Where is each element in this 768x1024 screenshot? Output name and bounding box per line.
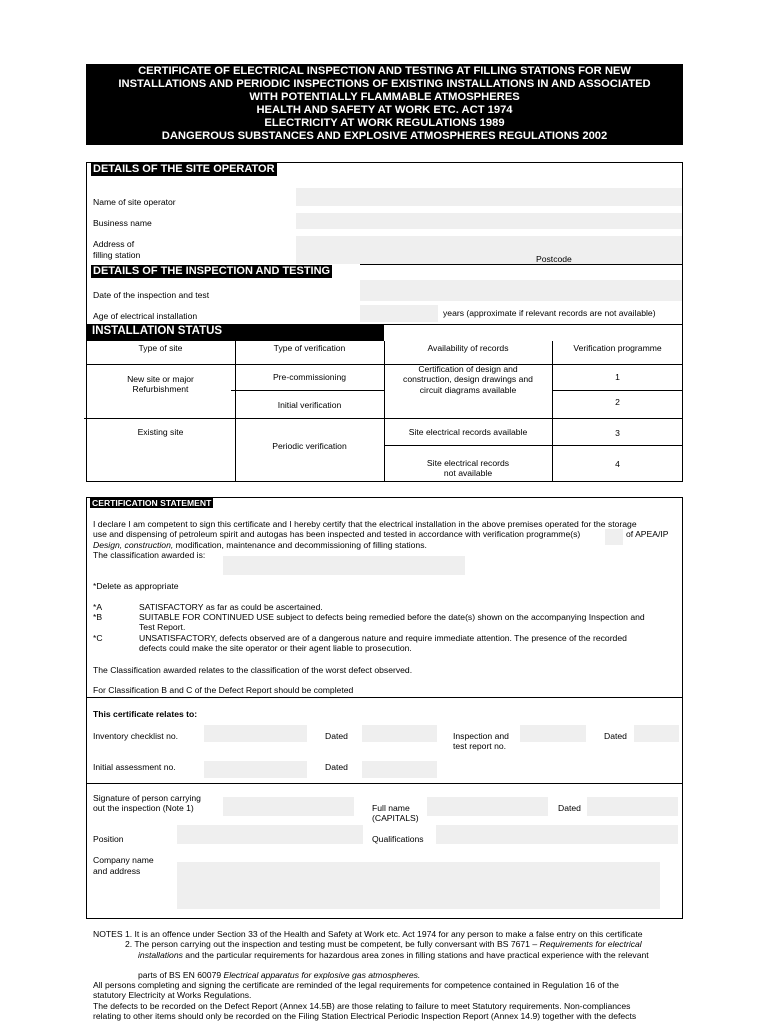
- classification-field[interactable]: [223, 556, 465, 575]
- installation-status-heading: INSTALLATION STATUS: [87, 324, 384, 341]
- note-2-text: parts of BS EN 60079: [138, 970, 224, 980]
- note-2-italic: Electrical apparatus for explosive gas atmospheres.: [223, 970, 421, 980]
- declaration-line: I declare I am competent to sign this certificate and I hereby certify that the electrical installation in the above premises operated for the storage: [93, 519, 637, 529]
- status-header-type-of-verification: Type of verification: [273, 343, 346, 353]
- site-new-line: New site or major: [127, 374, 194, 384]
- programme-2: 2: [615, 397, 620, 407]
- competence-note-2: statutory Electricity at Works Regulations.: [93, 990, 252, 1000]
- declaration-apea: of APEA/IP: [626, 529, 669, 539]
- note-2-italic: installations: [138, 950, 183, 960]
- full-name-label-2: (CAPITALS): [372, 813, 419, 823]
- company-label-2: and address: [93, 866, 141, 876]
- class-c-text-2: defects could make the site operator or their agent liable to prosecution.: [139, 643, 412, 653]
- class-c-key: *C: [93, 633, 103, 643]
- declaration-italic: Design, construction,: [93, 540, 174, 550]
- status-row-extend: [84, 418, 88, 419]
- records-not-available: [384, 458, 552, 479]
- certificate-title: [86, 64, 683, 145]
- business-name-label: Business name: [93, 218, 152, 228]
- site-existing-label: Existing site: [137, 427, 184, 437]
- note-1: NOTES 1. It is an offence under Section 33 of the Health and Safety at Work etc. Act 1974 for any person to make a false entry on this certificate: [93, 929, 643, 939]
- inspection-report-dated-label: Dated: [604, 731, 627, 741]
- position-field[interactable]: [177, 825, 363, 844]
- status-header-programme: Verification programme: [573, 343, 662, 353]
- title-line: ELECTRICITY AT WORK REGULATIONS 1989: [264, 117, 505, 129]
- initial-assessment-dated-field[interactable]: [362, 761, 437, 778]
- business-name-field[interactable]: [296, 213, 682, 229]
- inspection-date-label: Date of the inspection and test: [93, 290, 210, 300]
- title-line: DANGEROUS SUBSTANCES AND EXPLOSIVE ATMOSPHERES REGULATIONS 2002: [161, 130, 608, 142]
- site-new-line: Refurbishment: [132, 384, 189, 395]
- status-row-divider: [86, 418, 683, 419]
- precommissioning-rule: [231, 390, 384, 391]
- address-label: Address of: [93, 239, 135, 249]
- company-label: Company name: [93, 855, 154, 865]
- worst-defect-note: The Classification awarded relates to the classification of the worst defect observed.: [93, 665, 413, 675]
- records-certification: [384, 364, 552, 395]
- certification-heading: CERTIFICATION STATEMENT: [92, 498, 212, 508]
- class-b-text-2: Test Report.: [139, 622, 186, 632]
- declaration-line: [93, 540, 427, 550]
- status-header-availability: Availability of records: [427, 343, 509, 353]
- signature-label: Signature of person carrying: [93, 793, 201, 803]
- title-line: INSTALLATIONS AND PERIODIC INSPECTIONS OF EXISTING INSTALLATIONS IN AND ASSOCIATED: [118, 78, 651, 90]
- initial-assessment-dated-label: Dated: [325, 762, 348, 772]
- relates-heading: This certificate relates to:: [93, 709, 198, 719]
- signature-field[interactable]: [223, 797, 354, 816]
- address-field[interactable]: [296, 236, 682, 264]
- signature-dated-field[interactable]: [587, 797, 678, 816]
- class-c-text: UNSATISFACTORY, defects observed are of a dangerous nature and require immediate attention. The presence of the recorded: [139, 633, 627, 643]
- status-header-type-of-site: Type of site: [138, 343, 183, 353]
- years-note: years (approximate if relevant records are not available): [443, 308, 656, 318]
- inspection-report-field[interactable]: [520, 725, 586, 742]
- declaration-line: use and dispensing of petroleum spirit and autogas has been inspected and tested in accordance with verification programme(s): [93, 529, 581, 539]
- site-operator-name-label: Name of site operator: [93, 197, 176, 207]
- classification-awarded-label: The classification awarded is:: [93, 550, 206, 560]
- records-cert-line: construction, design drawings and: [403, 374, 533, 385]
- verification-initial: Initial verification: [277, 400, 342, 410]
- records-cert-line: circuit diagrams available: [419, 384, 517, 395]
- note-2-continued: [138, 950, 649, 960]
- declaration-text: modification, maintenance and decommissioning of filling stations.: [173, 540, 427, 550]
- inspection-heading: DETAILS OF THE INSPECTION AND TESTING: [93, 265, 331, 277]
- note-2-italic: Requirements for electrical: [539, 939, 642, 949]
- records-not-line: not available: [443, 468, 493, 479]
- records-rule: [384, 445, 683, 446]
- class-a-text: SATISFACTORY as far as could be ascertained.: [139, 602, 323, 612]
- full-name-label: Full name: [372, 803, 410, 813]
- postcode-label: Postcode: [536, 254, 572, 264]
- note-2-parts: [138, 970, 420, 980]
- inventory-checklist-field[interactable]: [204, 725, 307, 742]
- installation-age-label: Age of electrical installation: [93, 311, 198, 321]
- class-b-text: SUITABLE FOR CONTINUED USE subject to defects being remedied before the date(s) shown on the accompanying Inspection and: [139, 612, 645, 622]
- certification-divider: [86, 697, 683, 698]
- verification-periodic: Periodic verification: [272, 441, 347, 451]
- note-2-text: 2. The person carrying out the inspection and testing must be competent, be fully conversant with BS 7671 –: [125, 939, 540, 949]
- inventory-checklist-label: Inventory checklist no.: [93, 731, 179, 741]
- verification-programme-field[interactable]: [605, 529, 623, 545]
- inspection-report-label: Inspection and: [453, 731, 509, 741]
- programme-3: 3: [615, 428, 620, 438]
- inventory-dated-label: Dated: [325, 731, 348, 741]
- records-not-line: Site electrical records: [426, 458, 510, 468]
- relates-divider: [86, 783, 683, 784]
- delete-note: *Delete as appropriate: [93, 581, 179, 591]
- status-col-divider: [235, 341, 236, 482]
- records-cert-line: Certification of design and: [418, 364, 518, 374]
- defects-note-2: relating to other items should only be recorded on the Filing Station Electrical Periodic Inspection Report (Annex 14.9) together with the defects: [93, 1011, 637, 1021]
- inspection-date-field[interactable]: [360, 280, 682, 301]
- company-address-field[interactable]: [177, 862, 660, 909]
- installation-age-field[interactable]: [360, 305, 438, 322]
- address-underline: [360, 264, 683, 265]
- programme-1: 1: [615, 372, 620, 382]
- inventory-dated-field[interactable]: [362, 725, 437, 742]
- programme-4: 4: [615, 459, 620, 469]
- inspection-report-label-2: test report no.: [453, 741, 507, 751]
- verification-precommissioning: Pre-commissioning: [272, 372, 347, 382]
- qualifications-label: Qualifications: [372, 834, 424, 844]
- address-label-2: filling station: [93, 250, 141, 260]
- signature-dated-label: Dated: [558, 803, 581, 813]
- initial-assessment-label: Initial assessment no.: [93, 762, 176, 772]
- site-operator-name-field[interactable]: [296, 188, 682, 206]
- full-name-field[interactable]: [427, 797, 548, 816]
- programme-rule: [552, 390, 683, 391]
- class-b-key: *B: [93, 612, 103, 622]
- site-operator-heading: DETAILS OF THE SITE OPERATOR: [93, 163, 275, 175]
- class-a-key: *A: [93, 602, 103, 612]
- defect-report-note: For Classification B and C of the Defect Report should be completed: [93, 685, 354, 695]
- title-line: CERTIFICATE OF ELECTRICAL INSPECTION AND TESTING AT FILLING STATIONS FOR NEW: [138, 65, 631, 77]
- note-2: [125, 939, 642, 949]
- status-rule: [86, 324, 683, 325]
- title-line: WITH POTENTIALLY FLAMMABLE ATMOSPHERES: [249, 91, 520, 103]
- title-line: HEALTH AND SAFETY AT WORK ETC. ACT 1974: [256, 104, 513, 116]
- defects-note: The defects to be recorded on the Defect Report (Annex 14.5B) are those relating to failure to meet Statutory requirements. Non-compliances: [93, 1001, 631, 1011]
- inspection-report-dated-field[interactable]: [634, 725, 679, 742]
- position-label: Position: [93, 834, 124, 844]
- signature-label-2: out the inspection (Note 1): [93, 803, 194, 813]
- initial-assessment-field[interactable]: [204, 761, 307, 778]
- qualifications-field[interactable]: [436, 825, 678, 844]
- note-2-text: and the particular requirements for hazardous area zones in filling stations and have practical experience with the relevant: [182, 950, 649, 960]
- site-new-label: [86, 374, 235, 395]
- competence-note: All persons completing and signing the certificate are reminded of the legal requirements for competence contained in Regulation 16 of the: [93, 980, 619, 990]
- records-available: Site electrical records available: [408, 427, 528, 437]
